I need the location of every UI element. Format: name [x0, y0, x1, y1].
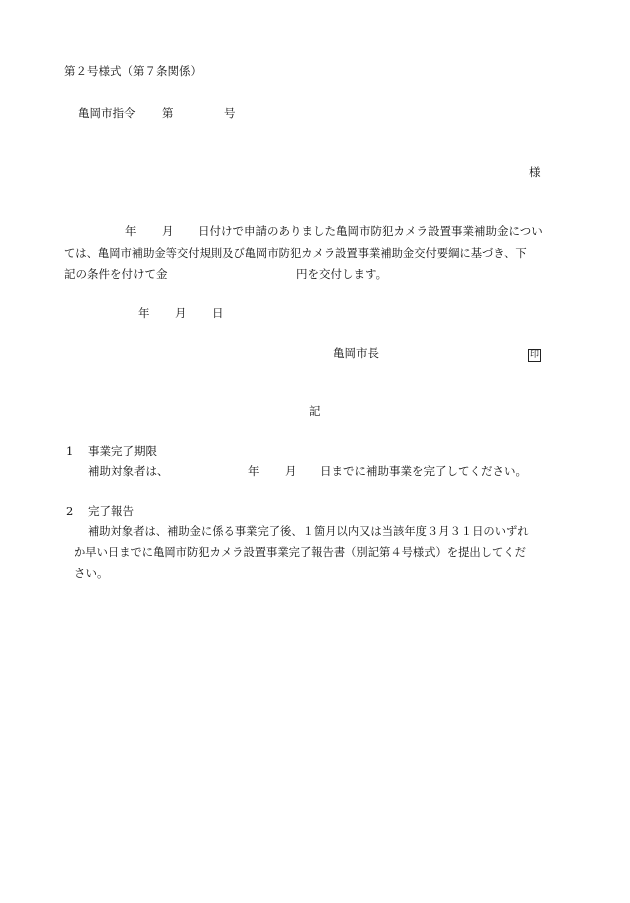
condition-1-month: 月 [285, 464, 297, 478]
ki-heading: 記 [309, 404, 321, 418]
issuer-seal-wrap [528, 348, 541, 362]
condition-1-number: 1 [66, 444, 74, 458]
body-line2: ては、亀岡市補助金等交付規則及び亀岡市防犯カメラ設置事業補助金交付要綱に基づき、下 [64, 247, 527, 260]
condition-1-text-prefix: 補助対象者は、 [88, 464, 169, 478]
body-year: 年 [125, 224, 137, 238]
addressee-suffix: 様 [529, 165, 541, 179]
condition-1-text-rest: 日までに補助事業を完了してください。 [320, 464, 527, 478]
form-label: 第２号様式（第７条関係） [64, 64, 202, 78]
condition-1-year: 年 [248, 464, 260, 478]
condition-1-title: 事業完了期限 [88, 444, 157, 458]
seal-mark: 印 [529, 350, 539, 360]
condition-2-number: 2 [66, 504, 74, 518]
body-line1: 日付けで申請のありました亀岡市防犯カメラ設置事業補助金につい [198, 224, 543, 238]
body-line3-start: 記の条件を付けて金 [64, 267, 168, 281]
issuer-title: 亀岡市長 [333, 346, 379, 360]
issue-date-month: 月 [175, 306, 187, 320]
directive-dai: 第 [162, 106, 174, 120]
condition-2-title: 完了報告 [88, 504, 134, 518]
condition-2-line3: さい。 [74, 566, 109, 580]
issue-date-day: 日 [212, 306, 224, 320]
body-line3-end: 円を交付します。 [296, 267, 388, 281]
condition-2-line1: 補助対象者は、補助金に係る事業完了後、１箇月以内又は当該年度３月３１日のいずれ [88, 525, 529, 538]
directive-prefix: 亀岡市指令 [78, 106, 136, 120]
issue-date-year: 年 [138, 306, 150, 320]
directive-go: 号 [224, 106, 236, 120]
body-month: 月 [162, 224, 174, 238]
condition-2-line2: か早い日までに亀岡市防犯カメラ設置事業完了報告書（別記第４号様式）を提出してくだ [74, 546, 526, 559]
